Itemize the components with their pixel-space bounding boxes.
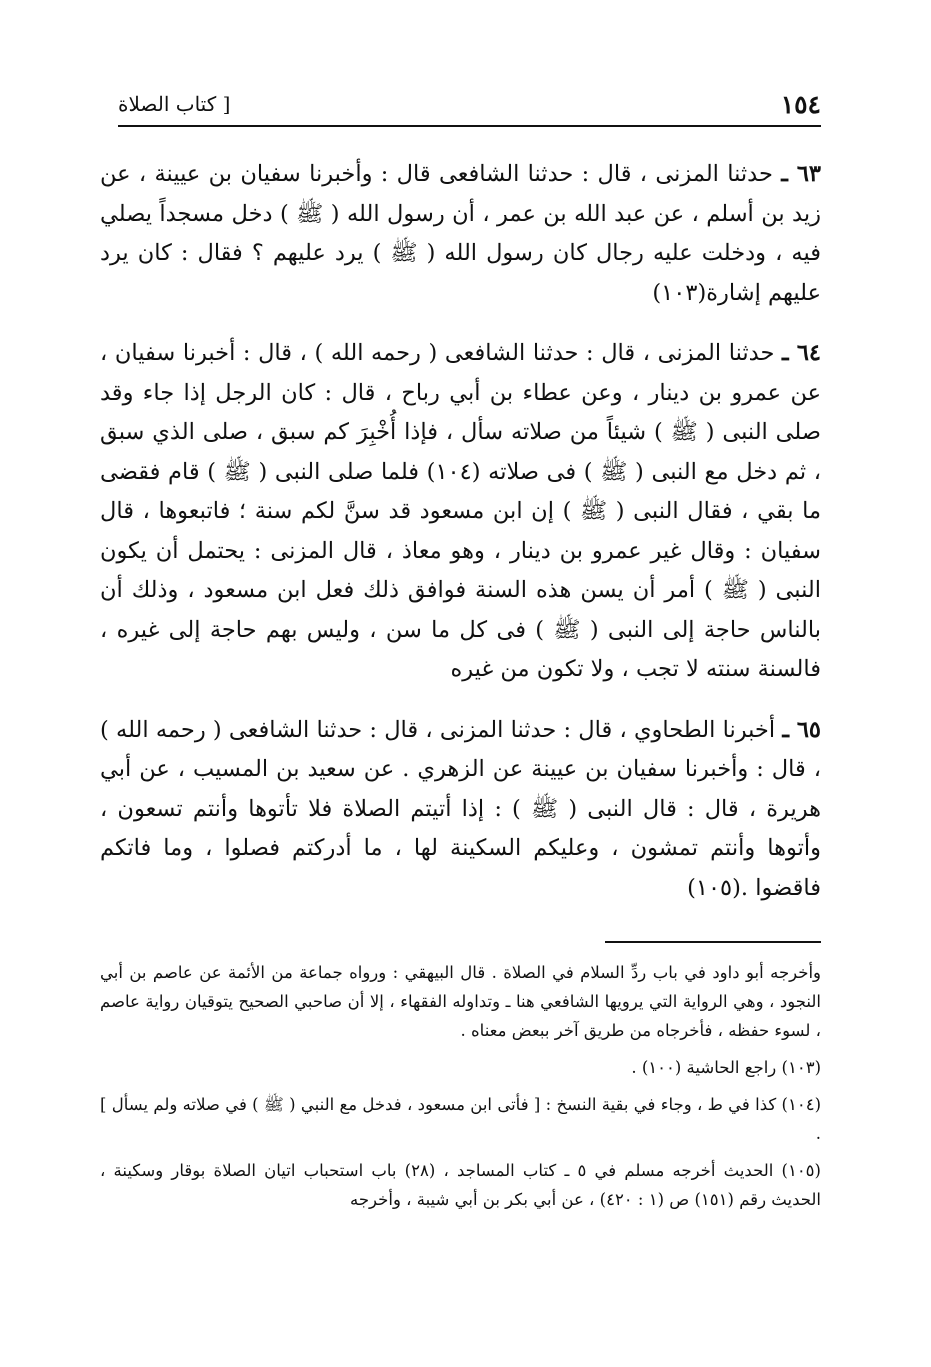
hadith-entry-64	[100, 334, 821, 690]
entry-text: حدثنا المزنى ، قال : حدثنا الشافعى قال : وأخبرنا سفيان بن عيينة ، عن زيد بن أسلم ، عن عبد الله بن عمر ، أن رسول الله ( ﷺ ) دخل مسجداً يصلي فيه ، ودخلت عليه رجال كان رسول الله ( ﷺ ) يرد عليهم ؟ فقال : كان يرد عليهم إشارة(١٠٣)	[100, 161, 821, 306]
footnote-separator	[605, 941, 821, 943]
entry-number: ٦٣ ـ	[781, 161, 821, 187]
footnote-105: (١٠٥) الحديث أخرجه مسلم في ٥ ـ كتاب المساجد ، (٢٨) باب استحباب اتيان الصلاة بوقار وسكينة ، الحديث رقم (١٥١) ص (١ : ٤٢٠) ، عن أبي بكر بن أبي شيبة ، وأخرجه	[100, 1161, 821, 1209]
footnote-continuation: وأخرجه أبو داود في باب ردِّ السلام في الصلاة . قال البيهقي : ورواه جماعة من الأئمة عن عاصم بن أبي النجود ، وهي الرواية التي يرويها الشافعي هنا ـ وتداوله الفقهاء ، إلا أن صاحبي الصحيح يتوقيان رواية عاصم ، لسوء حفظه ، فأخرجاه من طريق آخر ببعض معناه .	[100, 963, 821, 1040]
entry-text: حدثنا المزنى ، قال : حدثنا الشافعى ( رحمه الله ) ، قال : أخبرنا سفيان ، عن عمرو بن دينار ، وعن عطاء بن أبي رباح ، قال : كان الرجل إذا جاء وقد صلى النبى ( ﷺ ) شيئاً من صلاته سأل ، فإذا أُخْبِرَ كم سبق ، صلى الذي سبق ، ثم دخل مع النبى ( ﷺ ) فى صلاته (١٠٤) فلما صلى النبى ( ﷺ ) قام فقضى ما بقي ، فقال النبى ( ﷺ ) إن ابن مسعود قد سنَّ لكم سنة ؛ فاتبعوها ، قال سفيان : وقال غير عمرو بن دينار ، وهو معاذ ، قال المزنى : يحتمل أن يكون النبى ( ﷺ ) أمر أن يسن هذه السنة فوافق ذلك فعل ابن مسعود ، وذلك أن بالناس حاجة إلى النبى ( ﷺ ) فى كل ما سن ، وليس بهم حاجة إلى غيره ، فالسنة سنته لا تجب ، ولا تكون من غيره	[100, 340, 821, 682]
entry-text: أخبرنا الطحاوي ، قال : حدثنا المزنى ، قال : حدثنا الشافعى ( رحمه الله ) ، قال : وأخبرنا سفيان بن عيينة عن الزهري . عن سعيد بن المسيب ، عن أبي هريرة ، قال : قال النبى ( ﷺ ) : إذا أتيتم الصلاة فلا تأتوها وأنتم تسعون ، وأتوها وأنتم تمشون ، وعليكم السكينة لها ، ما أدركتم فصلوا ، وما فاتكم فاقضوا .(١٠٥)	[100, 716, 821, 901]
header-rule	[118, 125, 821, 127]
hadith-entry-65	[100, 711, 821, 909]
entry-number: ٦٥ ـ	[782, 716, 821, 743]
footnotes	[100, 958, 821, 1222]
page-number: ١٥٤	[780, 90, 821, 119]
running-head: [ كتاب الصلاة	[118, 92, 231, 116]
footnote-103: (١٠٣) راجع الحاشية (١٠٠) .	[631, 1058, 821, 1077]
footnote-104: (١٠٤) كذا في ط ، وجاء في بقية النسخ : [ فأتى ابن مسعود ، فدخل مع النبي ( ﷺ ) في صلاته ولم يسأل ] .	[100, 1095, 821, 1143]
page-header	[118, 84, 821, 124]
hadith-entry-63	[100, 155, 821, 313]
main-text	[100, 155, 821, 929]
entry-number: ٦٤ ـ	[781, 340, 821, 366]
